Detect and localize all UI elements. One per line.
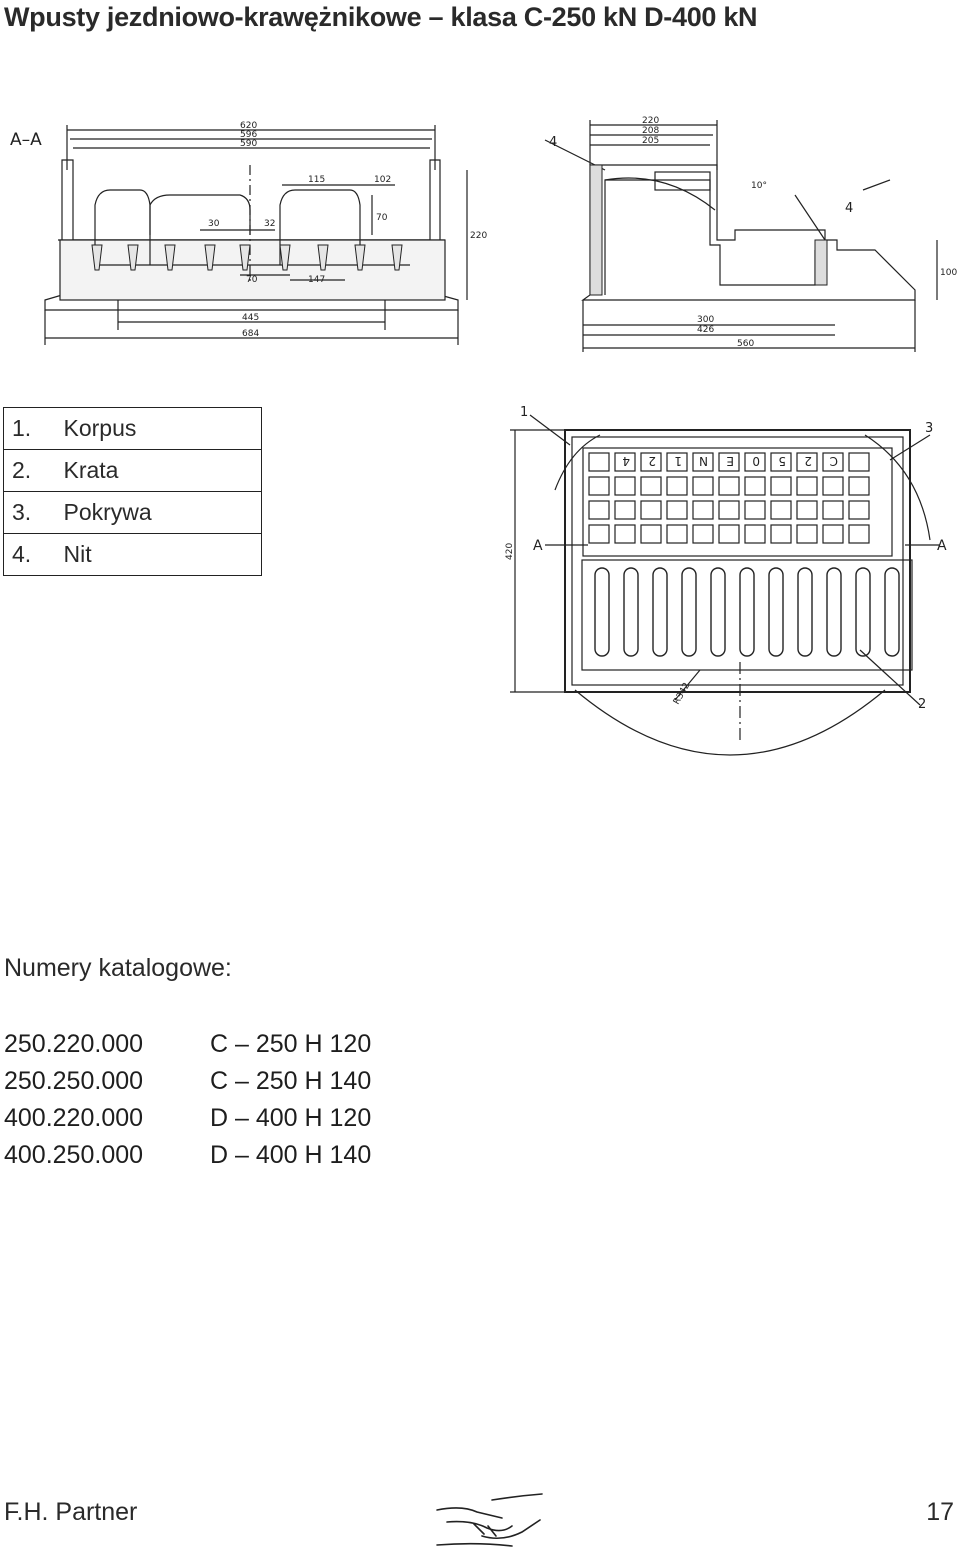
grid-cell xyxy=(849,501,869,519)
grate-slot xyxy=(711,568,725,656)
parts-row xyxy=(4,450,262,492)
grid-cell xyxy=(641,525,661,543)
grid-cell xyxy=(745,501,765,519)
grid-cell xyxy=(849,453,869,471)
grid-cell xyxy=(797,477,817,495)
dim-70: 70 xyxy=(246,275,258,285)
grid-cell xyxy=(719,525,739,543)
dim-side-205: 205 xyxy=(642,136,660,146)
grid-cell xyxy=(797,525,817,543)
dim-30: 30 xyxy=(208,219,220,229)
dim-620: 620 xyxy=(240,121,258,131)
dim-102: 102 xyxy=(374,175,392,185)
grid-cell xyxy=(615,501,635,519)
grid-cell xyxy=(615,477,635,495)
dim-side-300: 300 xyxy=(697,315,715,325)
parts-table xyxy=(3,407,262,576)
section-label: A–A xyxy=(10,130,42,150)
dim-side-220: 220 xyxy=(642,116,660,126)
grid-cell xyxy=(589,453,609,471)
part-name: Nit xyxy=(64,534,262,576)
dim-side-208: 208 xyxy=(642,126,660,136)
dim-32: 32 xyxy=(264,219,276,229)
parts-row xyxy=(4,534,262,576)
side-angle: 10° xyxy=(751,181,767,191)
grid-cell xyxy=(823,477,843,495)
catalog-row xyxy=(4,1137,371,1174)
marking-letter: C xyxy=(829,454,838,468)
plan-section-right: A xyxy=(937,538,947,554)
marking-letter: 2 xyxy=(804,454,812,468)
grid-cell xyxy=(745,477,765,495)
grid-cell xyxy=(719,501,739,519)
footer-brand: F.H. Partner xyxy=(4,1498,138,1526)
plan-radius: R342 xyxy=(671,681,693,707)
grid-cell xyxy=(745,525,765,543)
part-name: Krata xyxy=(64,450,262,492)
dim-590: 590 xyxy=(240,139,258,149)
plan-callout-2: 2 xyxy=(918,697,927,712)
dim-side-426: 426 xyxy=(697,325,715,335)
marking-letter: 2 xyxy=(648,454,656,468)
plan-dim-420: 420 xyxy=(505,542,515,560)
catalog-row xyxy=(4,1063,371,1100)
dim-70-v: 70 xyxy=(376,213,388,223)
catalog-list xyxy=(4,1026,371,1174)
grid-cell xyxy=(667,501,687,519)
grid-cell xyxy=(641,477,661,495)
side-drawing xyxy=(505,110,958,355)
catalog-description: C – 250 H 120 xyxy=(210,1030,372,1058)
dim-684: 684 xyxy=(242,329,260,339)
dim-596: 596 xyxy=(240,130,258,140)
catalog-description: C – 250 H 140 xyxy=(210,1067,372,1095)
marking-letter: 5 xyxy=(778,454,786,468)
grate-slot xyxy=(856,568,870,656)
plan-drawing xyxy=(500,400,960,760)
grid-cell xyxy=(667,477,687,495)
plan-callout-1: 1 xyxy=(520,405,529,420)
grid-cell xyxy=(771,525,791,543)
grate-slot xyxy=(624,568,638,656)
part-name: Pokrywa xyxy=(64,492,262,534)
grid-cell xyxy=(771,501,791,519)
parts-row xyxy=(4,408,262,450)
grid-cell xyxy=(693,477,713,495)
grate-slot xyxy=(885,568,899,656)
plan-section-left: A xyxy=(533,538,543,554)
grate-slot xyxy=(595,568,609,656)
handshake-icon xyxy=(432,1490,547,1555)
dim-147: 147 xyxy=(308,275,326,285)
catalog-number: 250.220.000 xyxy=(4,1030,144,1058)
catalog-row xyxy=(4,1100,371,1137)
marking-letter: E xyxy=(726,454,734,468)
part-number: 2. xyxy=(4,450,64,492)
catalog-number: 250.250.000 xyxy=(4,1067,144,1095)
page-number: 17 xyxy=(926,1498,954,1526)
part-name: Korpus xyxy=(64,408,262,450)
catalog-row xyxy=(4,1026,371,1063)
part-number: 1. xyxy=(4,408,64,450)
grid-cell xyxy=(849,477,869,495)
dim-115: 115 xyxy=(308,175,326,185)
part-number: 3. xyxy=(4,492,64,534)
grid-cell xyxy=(771,477,791,495)
grid-cell xyxy=(589,477,609,495)
dim-445: 445 xyxy=(242,313,260,323)
grid-cell xyxy=(823,501,843,519)
marking-letter: N xyxy=(699,454,708,468)
part-number: 4. xyxy=(4,534,64,576)
catalog-number: 400.220.000 xyxy=(4,1104,144,1132)
catalog-number: 400.250.000 xyxy=(4,1141,144,1169)
grate-slot xyxy=(769,568,783,656)
grid-cell xyxy=(615,525,635,543)
grid-cell xyxy=(589,525,609,543)
grate-slot xyxy=(827,568,841,656)
dim-side-100: 100 xyxy=(940,268,958,278)
grid-cell xyxy=(667,525,687,543)
catalog-description: D – 400 H 140 xyxy=(210,1141,372,1169)
grid-cell xyxy=(589,501,609,519)
plan-callout-3: 3 xyxy=(925,421,934,436)
parts-row xyxy=(4,492,262,534)
side-callout-b: 4 xyxy=(845,201,854,216)
marking-letter: 1 xyxy=(674,454,682,468)
grid-cell xyxy=(641,501,661,519)
catalog-heading: Numery katalogowe: xyxy=(4,954,232,982)
grid-cell xyxy=(823,525,843,543)
section-drawing xyxy=(0,110,490,350)
grid-cell xyxy=(693,525,713,543)
grate-slot xyxy=(740,568,754,656)
grid-cell xyxy=(719,477,739,495)
page-title: Wpusty jezdniowo-krawężnikowe – klasa C-250 kN D-400 kN xyxy=(4,2,758,32)
grid-cell xyxy=(849,525,869,543)
grid-cell xyxy=(797,501,817,519)
side-callout-a: 4 xyxy=(549,135,558,150)
dim-220: 220 xyxy=(470,231,488,241)
grid-cell xyxy=(693,501,713,519)
dim-side-560: 560 xyxy=(737,339,755,349)
marking-letter: 4 xyxy=(622,454,630,468)
marking-letter: 0 xyxy=(752,454,760,468)
catalog-description: D – 400 H 120 xyxy=(210,1104,372,1132)
grate-slot xyxy=(682,568,696,656)
grate-slot xyxy=(653,568,667,656)
grate-slot xyxy=(798,568,812,656)
